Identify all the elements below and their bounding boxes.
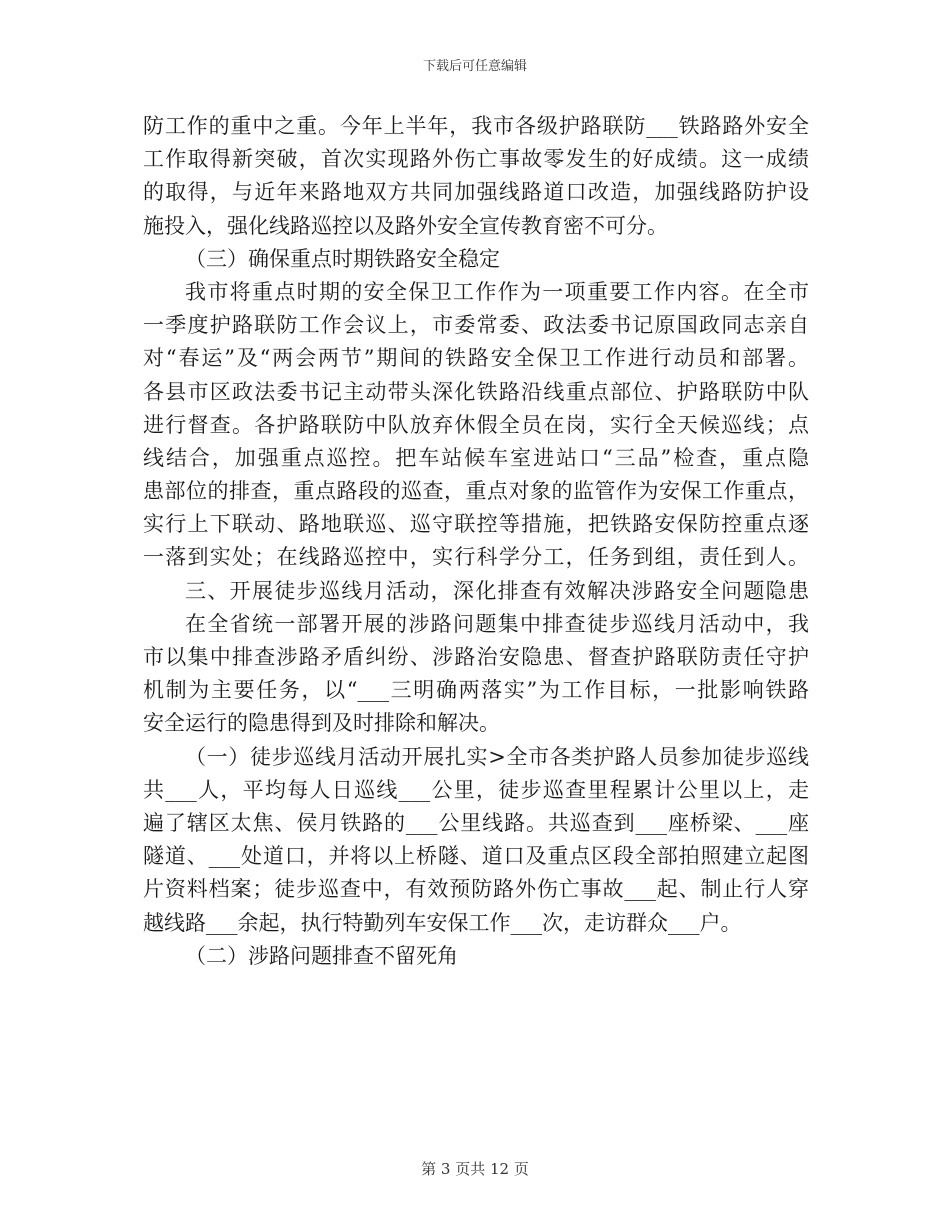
text-line: 一季度护路联防工作会议上，市委常委、政法委书记原国政同志亲自	[143, 313, 809, 338]
text-line: 片资料档案；徒步巡查中，有效预防路外伤亡事故___起、制止行人穿	[143, 877, 809, 902]
page-header: 下载后可任意编辑	[422, 59, 527, 74]
text-line: 线结合，加强重点巡控。把车站候车室进站口“三品”检查，重点隐	[143, 445, 809, 470]
text-line: 患部位的排查，重点路段的巡查，重点对象的监管作为安保工作重点，	[143, 479, 809, 504]
text-line: 进行督查。各护路联防中队放弃休假全员在岗，实行全天候巡线；点	[143, 412, 809, 437]
text-line: 越线路___余起，执行特勤列车安保工作___次，走访群众___户。	[143, 910, 742, 935]
text-line: 隧道、___处道口，并将以上桥隧、道口及重点区段全部拍照建立起图	[143, 844, 809, 869]
text-line: 工作取得新突破，首次实现路外伤亡事故零发生的好成绩。这一成绩	[143, 147, 809, 172]
section-heading: （二）涉路问题排查不留死角	[185, 943, 458, 968]
text-line: 我市将重点时期的安全保卫工作作为一项重要工作内容。在全市	[185, 279, 809, 304]
text-line: 对“春运”及“两会两节”期间的铁路安全保卫工作进行动员和部署。	[143, 346, 809, 371]
text-line: 安全运行的隐患得到及时排除和解决。	[143, 711, 500, 736]
text-line: 实行上下联动、路地联巡、巡守联控等措施，把铁路安保防控重点逐	[143, 512, 809, 537]
text-line: 市以集中排查涉路矛盾纠纷、涉路治安隐患、督查护路联防责任守护	[143, 645, 809, 669]
text-line: 施投入，强化线路巡控以及路外安全宣传教育密不可分。	[143, 213, 668, 238]
document-body	[143, 110, 809, 973]
page-footer: 第 3 页共 12 页	[421, 1160, 529, 1178]
text-line: （一）徒步巡线月活动开展扎实>全市各类护路人员参加徒步巡线	[185, 744, 809, 769]
text-line: 遍了辖区太焦、侯月铁路的___公里线路。共巡查到___座桥梁、___座	[143, 810, 809, 835]
text-line: 机制为主要任务，以“___三明确两落实”为工作目标，一批影响铁路	[143, 678, 809, 703]
section-heading: （三）确保重点时期铁路安全稳定	[185, 246, 500, 271]
section-heading: 三、开展徒步巡线月活动，深化排查有效解决涉路安全问题隐患	[185, 578, 809, 603]
text-line: 在全省统一部署开展的涉路问题集中排查徒步巡线月活动中，我	[185, 611, 809, 636]
text-line: 防工作的重中之重。今年上半年，我市各级护路联防___铁路路外安全	[143, 114, 809, 138]
text-line: 的取得，与近年来路地双方共同加强线路道口改造，加强线路防护设	[143, 180, 809, 205]
text-line: 各县市区政法委书记主动带头深化铁路沿线重点部位、护路联防中队	[143, 379, 809, 404]
text-line: 共___人，平均每人日巡线___公里，徒步巡查里程累计公里以上，走	[143, 777, 809, 802]
text-line: 一落到实处；在线路巡控中，实行科学分工，任务到组，责任到人。	[143, 545, 809, 570]
